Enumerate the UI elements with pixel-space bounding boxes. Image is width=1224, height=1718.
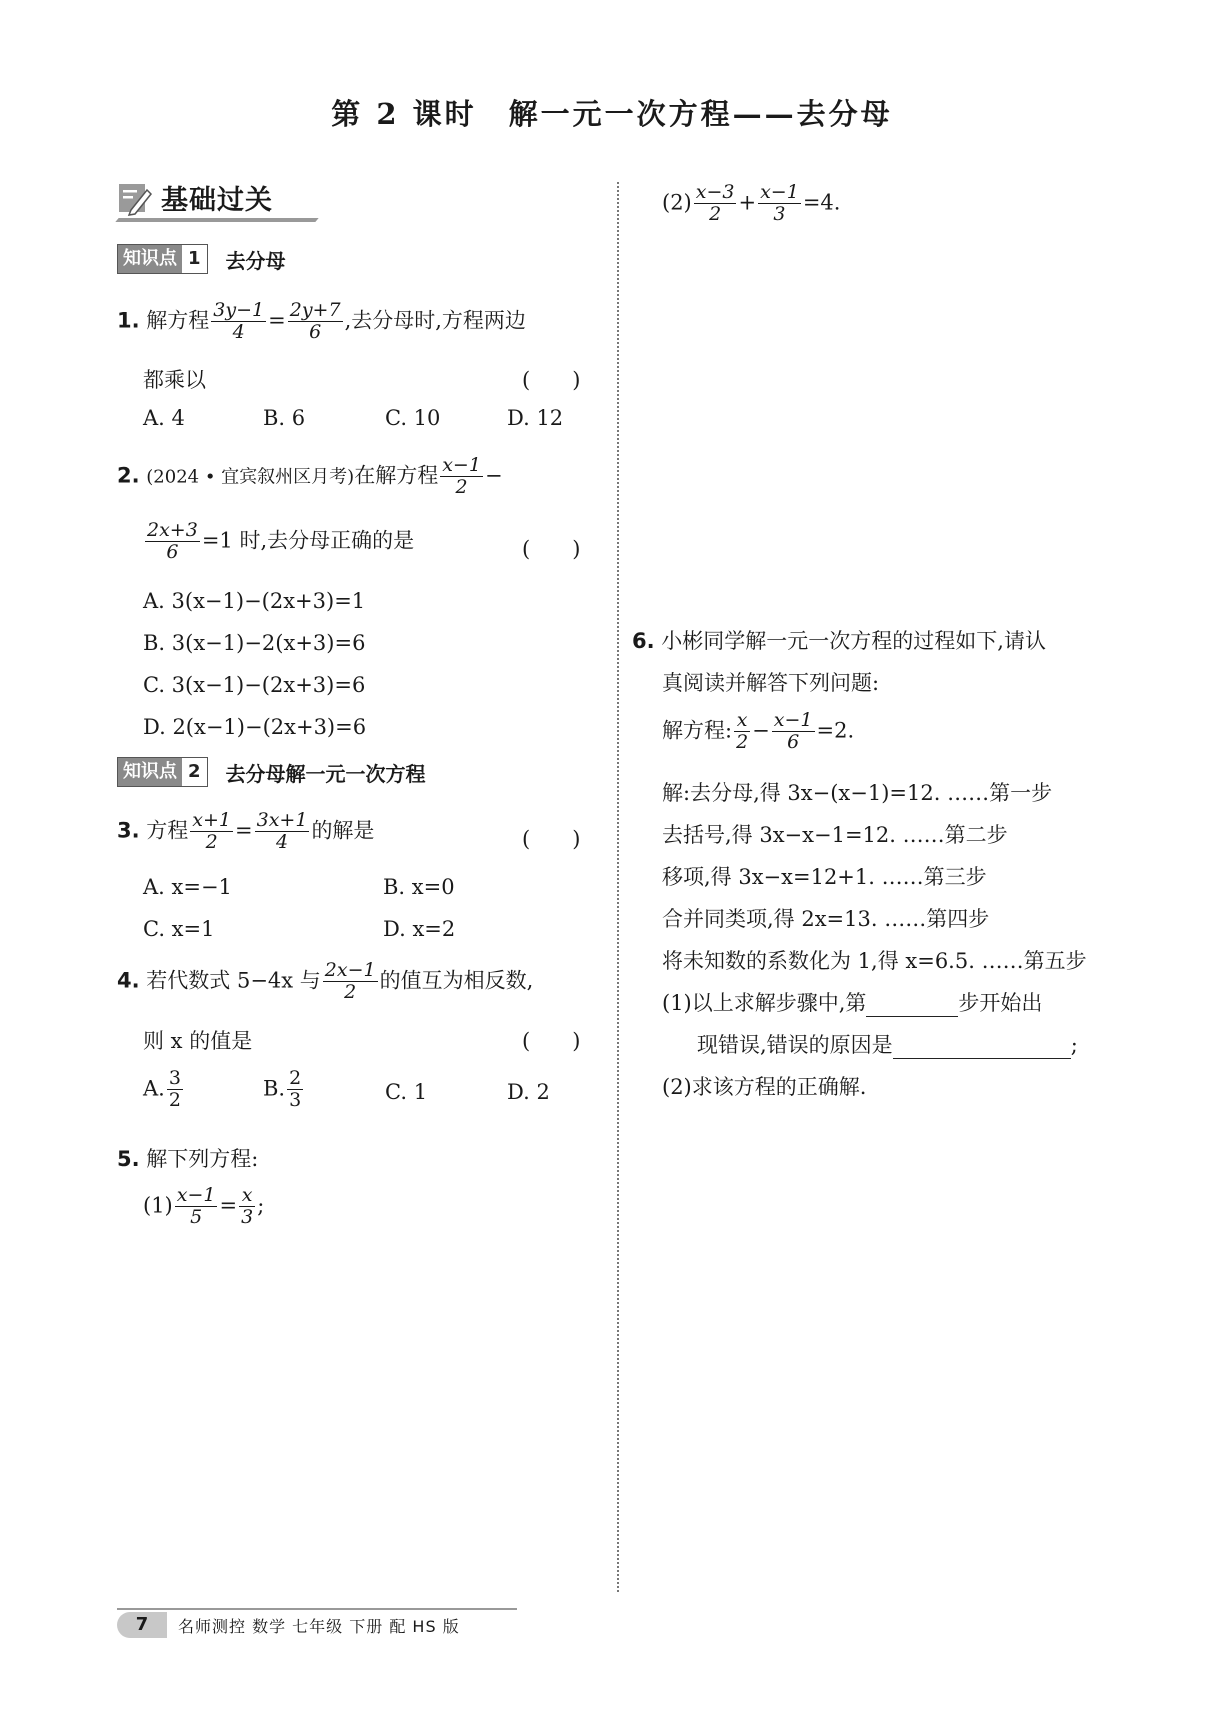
footer-rule [117,1608,517,1610]
option: C. 3(x−1)−(2x+3)=6 [143,673,366,697]
option: D. 2(x−1)−(2x+3)=6 [143,715,367,739]
option: A. $\frac{3}{2}$ [143,1067,181,1112]
option: A. 4 [143,406,185,430]
solution-step: 合并同类项,得 2x=13. ……第四步 [662,907,990,931]
question-6-equation: 解方程: $\frac{x}{2}$ − $\frac{x-1}{6}$ =2. [662,709,855,754]
option: B. x=0 [383,875,455,899]
knowledge-point-text: 去分母 [225,248,286,273]
question-2: 2. (2024 • 宜宾叙州区月考)在解方程 $\frac{x-1}{2}$ − [117,454,503,499]
option: A. 3(x−1)−(2x+3)=1 [143,589,366,613]
answer-paren: ( ) [522,537,581,561]
option: C. x=1 [143,917,215,941]
fraction: $\frac{3x+1}{4}$ [256,809,308,854]
solution-step: 去括号,得 3x−x−1=12. ……第二步 [662,823,1008,847]
question-5-part-1: (1) $\frac{x-1}{5}$ = $\frac{x}{3}$ ; [143,1184,265,1229]
pencil-note-icon [117,180,153,216]
knowledge-point-2 [117,757,426,787]
question-4: 4. 若代数式 5−4x 与 $\frac{2x-1}{2}$ 的值互为相反数, [117,959,534,1004]
solution-step: 移项,得 3x−x=12+1. ……第三步 [662,865,987,889]
option: A. x=−1 [143,875,232,899]
question-source: (2024 • 宜宾叙州区月考) [146,466,355,488]
option: C. 1 [385,1080,428,1104]
solution-step: 将未知数的系数化为 1,得 x=6.5. ……第五步 [662,949,1087,973]
fraction: $\frac{x+1}{2}$ [192,809,232,854]
fraction: $\frac{x-1}{2}$ [442,454,481,499]
column-divider [617,182,619,1592]
option: D. 2 [507,1080,550,1104]
question-6-line2: 真阅读并解答下列问题: [662,671,880,695]
option: B. $\frac{2}{3}$ [263,1067,302,1112]
fraction: $\frac{2y+7}{6}$ [289,299,341,344]
option: D. 12 [507,406,564,430]
knowledge-point-1 [117,244,286,274]
knowledge-point-badge: 知识点 2 [117,757,208,787]
question-3: 3. 方程 $\frac{x+1}{2}$ = $\frac{3x+1}{4}$ 的解是 [117,809,375,854]
fraction: $\frac{3y-1}{4}$ [213,299,265,344]
fraction: $\frac{3}{2}$ [168,1067,181,1112]
answer-paren: ( ) [522,827,581,851]
knowledge-point-badge: 知识点 1 [117,244,208,274]
section-header [117,178,273,217]
solution-step: 解:去分母,得 3x−(x−1)=12. ……第一步 [662,781,1053,805]
fraction: $\frac{2x+3}{6}$ [147,519,198,564]
fraction: $\frac{x}{3}$ [241,1184,254,1229]
lesson-label: 第 2 课时 [331,97,477,131]
answer-blank[interactable] [866,994,958,1017]
page-number: 7 [117,1612,167,1638]
section-underline [115,218,318,222]
question-2-line2: $\frac{2x+3}{6}$ =1 时,去分母正确的是 [147,519,415,564]
fraction: $\frac{x-3}{2}$ [695,181,735,226]
answer-paren: ( ) [522,1029,581,1053]
question-4-line2: 则 x 的值是 [143,1029,253,1053]
fraction: $\frac{2}{3}$ [289,1067,302,1112]
question-5: 5. 解下列方程: [117,1147,259,1171]
fraction: $\frac{x}{2}$ [736,709,749,754]
fraction: $\frac{2x-1}{2}$ [324,959,376,1004]
question-1-line2: 都乘以 [143,368,206,392]
option: D. x=2 [383,917,456,941]
sub-question-1-line2: 现错误,错误的原因是 ; [697,1033,1078,1057]
sub-question-2: (2)求该方程的正确解. [662,1075,867,1099]
fraction: $\frac{x-1}{3}$ [760,181,799,226]
option: B. 6 [263,406,306,430]
lesson-topic: 解一元一次方程——去分母 [508,97,893,131]
option: C. 10 [385,406,441,430]
page-title [0,92,1224,133]
question-6: 6. 小彬同学解一元一次方程的过程如下,请认 [632,629,1046,653]
answer-paren: ( ) [522,368,581,392]
sub-question-1: (1)以上求解步骤中,第 步开始出 [662,991,1043,1015]
knowledge-point-text: 去分母解一元一次方程 [225,761,426,786]
answer-blank[interactable] [893,1036,1071,1059]
fraction: $\frac{x-1}{5}$ [176,1184,216,1229]
footer-text: 名师测控 数学 七年级 下册 配 HS 版 [178,1617,460,1636]
section-title: 基础过关 [161,185,273,216]
option: B. 3(x−1)−2(x+3)=6 [143,631,366,655]
fraction: $\frac{x-1}{6}$ [773,709,813,754]
question-1: 1. 解方程 $\frac{3y-1}{4}$ = $\frac{2y+7}{6}$ ,去分母时,方程两边 [117,299,526,344]
question-5-part-2: (2) $\frac{x-3}{2}$ + $\frac{x-1}{3}$ =4. [662,181,841,226]
